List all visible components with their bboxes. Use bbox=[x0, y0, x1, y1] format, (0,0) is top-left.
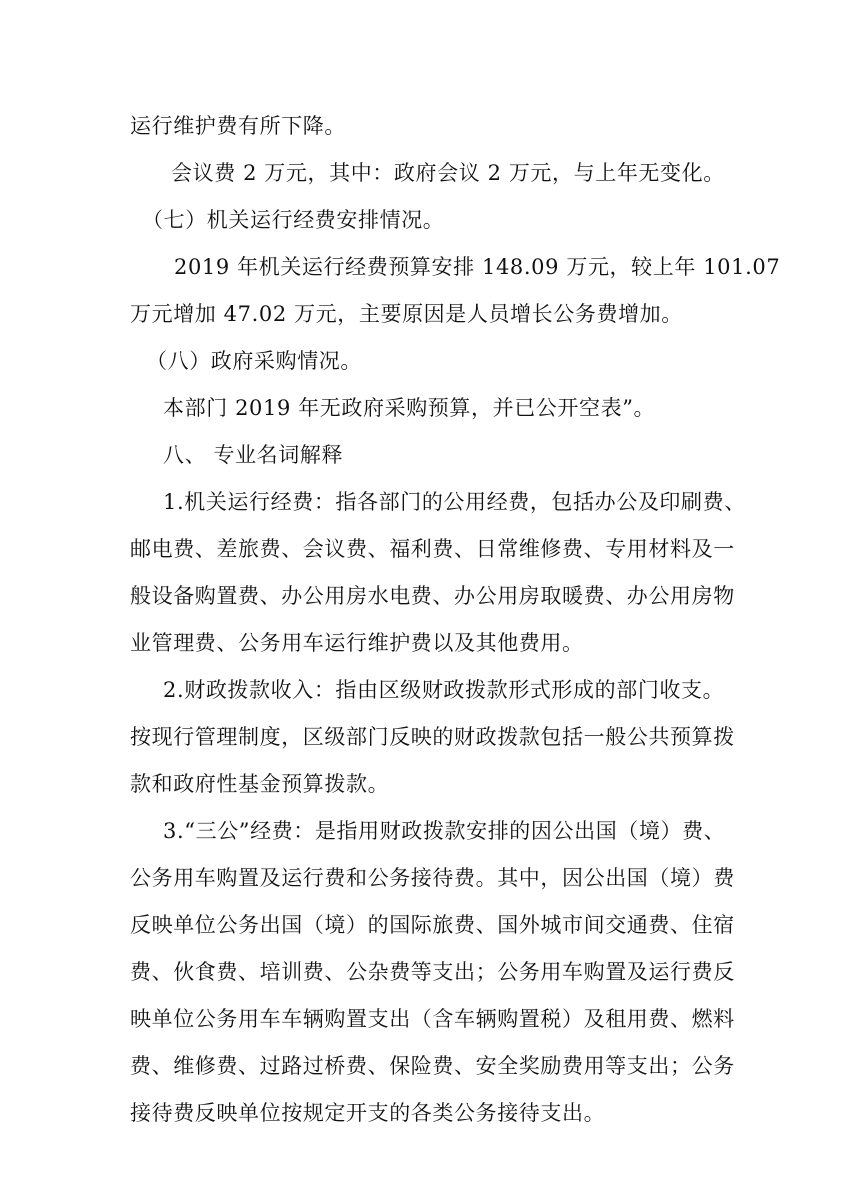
section-heading: （七）机关运行经费安排情况。 bbox=[142, 208, 445, 232]
text-line: 会议费 2 万元，其中：政府会议 2 万元，与上年无变化。 bbox=[171, 161, 725, 185]
text-line: 2019 年机关运行经费预算安排 148.09 万元，较上年 101.07 bbox=[174, 255, 781, 279]
text-line: 般设备购置费、办公用房水电费、办公用房取暖费、办公用房物 bbox=[130, 584, 735, 608]
section-heading: （八）政府采购情况。 bbox=[146, 349, 362, 373]
text-line: 业管理费、公务用车运行维护费以及其他费用。 bbox=[130, 631, 584, 655]
text-line: 万元增加 47.02 万元，主要原因是人员增长公务费增加。 bbox=[130, 302, 683, 326]
text-line: 2.财政拨款收入：指由区级财政拨款形式形成的部门收支。 bbox=[163, 678, 725, 702]
text-line: 费、伙食费、培训费、公杂费等支出；公务用车购置及运行费反 bbox=[130, 960, 735, 984]
text-line: 费、维修费、过路过桥费、保险费、安全奖励费用等支出；公务 bbox=[130, 1054, 735, 1078]
text-line: 邮电费、差旅费、会议费、福利费、日常维修费、专用材料及一 bbox=[130, 537, 735, 561]
text-line: 3.“三公”经费：是指用财政拨款安排的因公出国（境）费、 bbox=[163, 819, 726, 843]
text-line: 运行维护费有所下降。 bbox=[130, 114, 346, 138]
text-line: 公务用车购置及运行费和公务接待费。其中，因公出国（境）费 bbox=[130, 866, 735, 890]
text-line: 反映单位公务出国（境）的国际旅费、国外城市间交通费、住宿 bbox=[130, 913, 735, 937]
section-heading: 八、 专业名词解释 bbox=[163, 443, 344, 467]
text-line: 1.机关运行经费：指各部门的公用经费，包括办公及印刷费、 bbox=[163, 490, 746, 514]
text-line: 款和政府性基金预算拨款。 bbox=[130, 772, 390, 796]
text-line: 本部门 2019 年无政府采购预算，并已公开空表”。 bbox=[163, 396, 656, 420]
text-line: 映单位公务用车车辆购置支出（含车辆购置税）及租用费、燃料 bbox=[130, 1007, 735, 1031]
text-line: 接待费反映单位按规定开支的各类公务接待支出。 bbox=[130, 1101, 606, 1125]
text-line: 按现行管理制度，区级部门反映的财政拨款包括一般公共预算拨 bbox=[130, 725, 735, 749]
